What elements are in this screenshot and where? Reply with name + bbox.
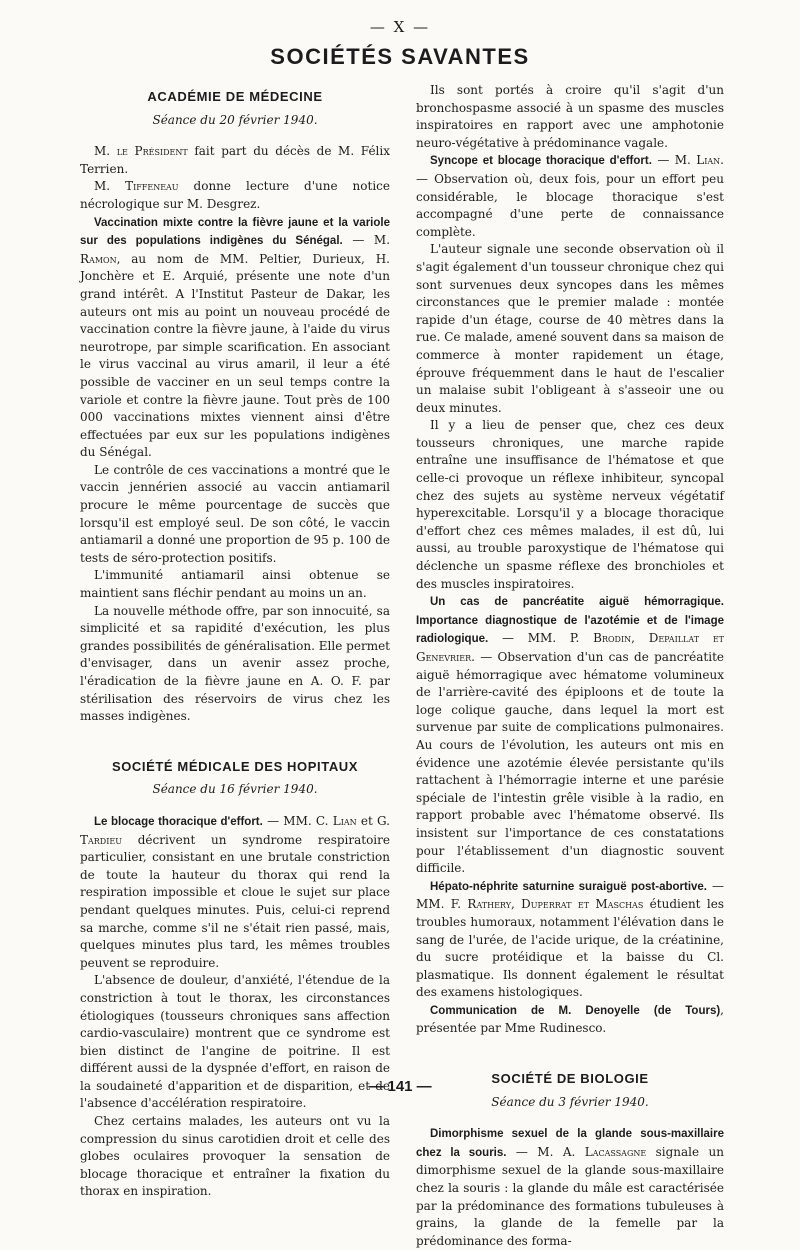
communication-title: Vaccination mixte contre la fièvre jaune et la variole sur des populations indigènes du Sénégal. bbox=[80, 216, 390, 248]
paragraph bbox=[80, 214, 390, 462]
section-date-hopitaux: Séance du 16 février 1940. bbox=[152, 782, 318, 797]
person-name: M. Tiffeneau bbox=[94, 179, 179, 194]
paragraph-text: donne lecture d'une notice nécrologique sur M. Desgrez. bbox=[80, 179, 390, 211]
paragraph: Il y a lieu de penser que, chez ces deux tousseurs chroniques, une marche rapide entraîne une insuffisance de l'hématose et que celle-ci provoque un réflexe inhibiteur, syncopal chez des sujets au système nerveux végétatif hyperexcitable. Lorsqu'il y a blocage thoracique d'effort chez ces mêmes malades, il est dû, lui aussi, au trouble paroxystique de l'hématose qui déclenche un spasme réflexe des bronchioles et des muscles inspiratoires. bbox=[416, 418, 724, 591]
paragraph-text: , présentée par Mme Rudinesco. bbox=[416, 1002, 724, 1036]
left-column bbox=[80, 82, 390, 1201]
roman-page-number: — X — bbox=[369, 18, 431, 36]
separator-text: — M. bbox=[651, 153, 697, 168]
paragraph: Chez certains malades, les auteurs ont vu la compression du sinus carotidien droit et celle des globes oculaires provoquer la sensation de blocage thoracique et entraîner la fixation du thorax en inspiration. bbox=[80, 1114, 390, 1199]
communication-title: Communication de M. Denoyelle (de Tours) bbox=[430, 1004, 721, 1017]
separator-text: — M. A. bbox=[506, 1144, 585, 1159]
paragraph bbox=[80, 143, 390, 178]
person-name: Ramon bbox=[80, 251, 117, 266]
section-date-biologie: Séance du 3 février 1940. bbox=[491, 1094, 649, 1109]
separator-text: — MM. P. bbox=[488, 631, 594, 646]
paragraph bbox=[416, 1002, 724, 1038]
communication-title: Dimorphisme sexuel de la glande sous-maxillaire chez la souris. bbox=[416, 1128, 724, 1159]
paragraph-text: signale un dimorphisme sexuel de la glande sous-maxillaire chez la souris : la glande du mâle est caractérisée par la prédominance des formations tubuleuses à grains, la glande de la femelle par la prédominance des forma- bbox=[416, 1144, 724, 1248]
person-name: Lian bbox=[332, 813, 357, 828]
communication-title: Hépato-néphrite saturnine suraiguë post-abortive. bbox=[430, 880, 707, 893]
communication-title: Le blocage thoracique d'effort. bbox=[94, 815, 263, 828]
paragraph: Ils sont portés à croire qu'il s'agit d'un bronchospasme associé à un spasme des muscles inspiratoires en rapport avec une amphotonie neuro-végétative à prédominance vagale. bbox=[416, 83, 724, 150]
separator-text: — M. bbox=[342, 233, 391, 248]
paragraph-text: . — Observation d'un cas de pancréatite aiguë hémorragique avec hématome volumineux de l'arrière-cavité des épiploons et de toute la loge colique gauche, dans lequel la mort est survenue par suite de complications pulmonaires. Au cours de l'évolution, les auteurs ont mis en évidence une azotémie élevée persistante qu'ils rattachent à l'hémorragie interne et une parésie spéciale de l'intestin grêle visible à la radio, en rapport probable avec l'hématome observé. Ils insistent sur l'importance de ces constatations pour l'établissement d'un diagnostic souvent difficile. bbox=[416, 650, 724, 876]
paragraph bbox=[416, 593, 724, 878]
person-name: Rathery, Duperrat et Maschas bbox=[467, 897, 644, 912]
paragraph: L'auteur signale une seconde observation où il s'agit également d'un tousseur chronique chez qui sont survenues deux syncopes dans les mêmes circonstances que le premier malade : montée rapide d'un étage, course de 40 mètres dans la rue. Ce malade, amené souvent dans sa maison de commerce à monter rapidement un étage, éprouve fréquemment dans le haut de l'escalier un malaise subit l'obligeant à s'asseoir une ou deux minutes. bbox=[416, 242, 724, 415]
paragraph-text: , au nom de MM. Peltier, Durieux, H. Jonchère et E. Arquié, présente une note d'un grand intérêt. A l'Institut Pasteur de Dakar, les auteurs ont mis au point un nouveau procédé de vaccination contre la fièvre jaune, à l'aide du virus neurotrope, par simple scarification. En associant le virus vaccinal au virus amaril, il leur a été possible de vacciner en un seul temps contre la variole et contre la fièvre jaune. Tout près de 100 000 vaccinations mixtes viennent ainsi d'être effectuées par eux sur les populations indigènes du Sénégal. bbox=[80, 251, 390, 460]
person-name: Lacassagne bbox=[584, 1144, 647, 1159]
paragraph-text: . — Observation où, deux fois, pour un effort peu considérable, le blocage thoracique s'est accompagné d'une perte de connaissance complète. bbox=[416, 153, 724, 239]
paragraph bbox=[416, 1125, 724, 1250]
paragraph bbox=[80, 178, 390, 213]
separator-text: et G. bbox=[356, 813, 390, 828]
section-date-academie: Séance du 20 février 1940. bbox=[152, 112, 318, 127]
section-heading-academie: ACADÉMIE DE MÉDECINE bbox=[147, 89, 323, 104]
person-name: Tardieu bbox=[80, 832, 122, 847]
separator-text: — MM. F. bbox=[416, 878, 724, 912]
paragraph: L'immunité antiamaril ainsi obtenue se maintient sans fléchir pendant au moins un an. bbox=[80, 568, 390, 601]
paragraph: L'absence de douleur, d'anxiété, l'étendue de la constriction à tout le thorax, les circonstances étiologiques (tousseurs chroniques sans affection cardio-vasculaire) montrent que ce syndrome est bien distinct de l'angine de poitrine. Il est différent aussi de la dyspnée d'effort, en raison de la soudaineté d'apparition et de disparition, et de l'absence d'accélération respiratoire. bbox=[80, 973, 390, 1111]
section-heading-biologie: SOCIÉTÉ DE BIOLOGIE bbox=[491, 1071, 649, 1087]
paragraph-text: décrivent un syndrome respiratoire particulier, consistant en une brutale constriction de toute la hauteur du thorax qui rend la respiration impossible et cloue le sujet sur place pendant quelques minutes. Puis, celui-ci reprend sa marche, comme s'il ne s'était rien passé, mais, quelques minutes plus tard, les mêmes troubles peuvent se reproduire. bbox=[80, 832, 390, 970]
page-title: SOCIÉTÉS SAVANTES bbox=[270, 44, 530, 69]
paragraph-text: fait part du décès de M. Félix Terrien. bbox=[80, 144, 390, 176]
paragraph bbox=[416, 878, 724, 1002]
communication-title: Syncope et blocage thoracique d'effort. bbox=[430, 155, 652, 168]
paragraph: La nouvelle méthode offre, par son innocuité, sa simplicité et sa rapidité d'exécution, les plus grandes possibilités de généralisation. Elle permet d'envisager, dans un avenir assez proche, l'éradication de la fièvre jaune en A. O. F. par stérilisation des réservoirs de virus chez les masses indigènes. bbox=[80, 603, 390, 724]
person-name: Brodin, Depaillat et Genevrier bbox=[416, 631, 724, 664]
person-name: Lian bbox=[696, 153, 721, 168]
paragraph-text: étudient les troubles humoraux, notamment l'élévation dans le sang de l'urée, de l'acide urique, de la créatinine, du sucre protéidique et la baisse du Cl. plasmatique. Ils donnent également le résultat des examens histologiques. bbox=[416, 897, 724, 1000]
section-heading-hopitaux: SOCIÉTÉ MÉDICALE DES HOPITAUX bbox=[111, 758, 359, 774]
communication-title: Un cas de pancréatite aiguë hémorragique. Importance diagnostique de l'azotémie et de l'image radiologique. bbox=[416, 596, 724, 646]
separator-text: — MM. C. bbox=[262, 813, 333, 828]
paragraph bbox=[416, 152, 724, 241]
person-name: M. le Président bbox=[94, 144, 188, 159]
paragraph: Le contrôle de ces vaccinations a montré que le vaccin jennérien associé au vaccin antiamaril procure le même pourcentage de succès que lorsqu'il est employé seul. De son côté, le vaccin antiamaril a donné une proportion de 95 p. 100 de tests de séro-protection positifs. bbox=[80, 462, 390, 565]
page-number: — 141 — bbox=[368, 1078, 432, 1095]
paragraph bbox=[80, 813, 390, 972]
right-column bbox=[416, 82, 724, 1250]
